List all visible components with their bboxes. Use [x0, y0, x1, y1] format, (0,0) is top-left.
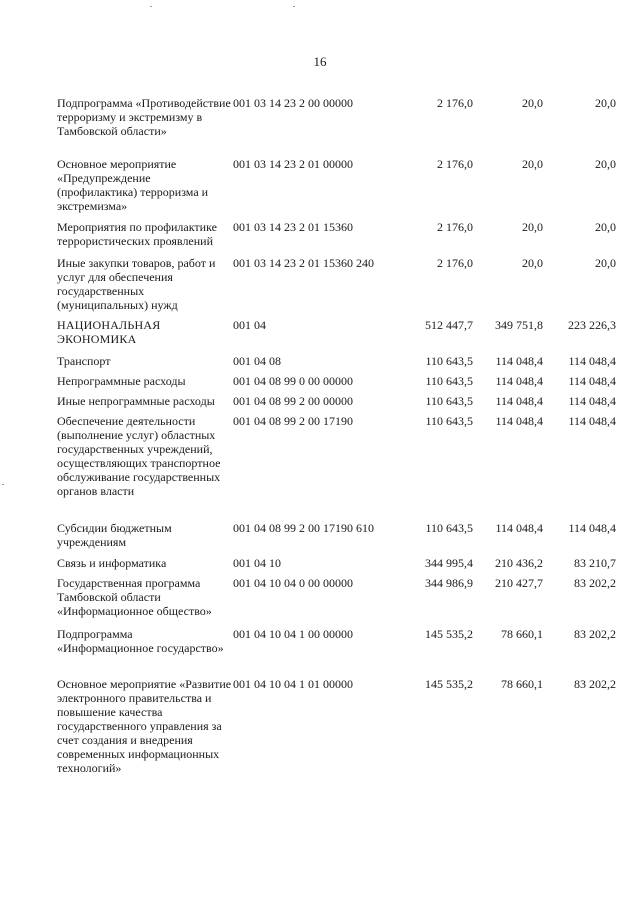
scan-speck [293, 6, 295, 7]
row-name: Государственная программа Тамбовской области «Информационное общество» [57, 576, 212, 618]
row-value-2: 114 048,4 [495, 394, 543, 408]
row-value-3: 83 202,2 [574, 627, 616, 641]
row-code: 001 04 10 04 0 00 00000 [233, 576, 353, 590]
row-value-2: 114 048,4 [495, 374, 543, 388]
row-value-2: 20,0 [522, 256, 543, 270]
row-value-3: 83 202,2 [574, 677, 616, 691]
row-value-2: 114 048,4 [495, 354, 543, 368]
row-code: 001 03 14 23 2 00 00000 [233, 96, 353, 110]
row-value-3: 20,0 [595, 256, 616, 270]
row-code: 001 04 10 04 1 01 00000 [233, 677, 353, 691]
row-value-1: 110 643,5 [425, 521, 473, 535]
row-value-3: 114 048,4 [568, 394, 616, 408]
row-value-3: 114 048,4 [568, 374, 616, 388]
row-code: 001 04 08 99 2 00 17190 610 [233, 521, 374, 535]
row-name: Мероприятия по профилактике террористических проявлений [57, 220, 217, 248]
row-value-1: 344 995,4 [425, 556, 473, 570]
row-value-2: 78 660,1 [501, 627, 543, 641]
row-value-1: 344 986,9 [425, 576, 473, 590]
row-name: Иные закупки товаров, работ и услуг для обеспечения государственных (муниципальных) нужд [57, 256, 216, 312]
row-code: 001 04 08 99 2 00 17190 [233, 414, 353, 428]
row-name: Иные непрограммные расходы [57, 394, 215, 408]
row-value-1: 110 643,5 [425, 414, 473, 428]
page-number: 16 [313, 54, 327, 69]
section-heading: НАЦИОНАЛЬНАЯ ЭКОНОМИКА [57, 318, 161, 346]
row-value-3: 223 226,3 [568, 318, 616, 332]
row-value-3: 114 048,4 [568, 354, 616, 368]
row-name: Основное мероприятие «Предупреждение (профилактика) терроризма и экстремизма» [57, 157, 209, 213]
row-value-2: 114 048,4 [495, 414, 543, 428]
row-value-2: 210 427,7 [495, 576, 543, 590]
row-name: Субсидии бюджетным учреждениям [57, 521, 172, 549]
row-value-1: 145 535,2 [425, 627, 473, 641]
row-value-1: 110 643,5 [425, 374, 473, 388]
row-name: Подпрограмма «Противодействие терроризму и экстремизму в Тамбовской области» [57, 96, 231, 138]
row-value-3: 114 048,4 [568, 521, 616, 535]
row-value-1: 2 176,0 [437, 157, 473, 171]
row-value-2: 349 751,8 [495, 318, 543, 332]
row-value-3: 83 202,2 [574, 576, 616, 590]
row-value-1: 2 176,0 [437, 220, 473, 234]
row-value-3: 114 048,4 [568, 414, 616, 428]
row-value-1: 512 447,7 [425, 318, 473, 332]
row-value-3: 83 210,7 [574, 556, 616, 570]
row-value-3: 20,0 [595, 96, 616, 110]
row-name: Транспорт [57, 354, 111, 368]
row-code: 001 04 10 04 1 00 00000 [233, 627, 353, 641]
row-code: 001 04 [233, 318, 266, 332]
row-code: 001 04 08 [233, 354, 281, 368]
row-value-1: 145 535,2 [425, 677, 473, 691]
row-code: 001 04 10 [233, 556, 281, 570]
row-value-3: 20,0 [595, 157, 616, 171]
row-code: 001 04 08 99 0 00 00000 [233, 374, 353, 388]
row-name: Связь и информатика [57, 556, 167, 570]
row-name: Обеспечение деятельности (выполнение услуг) областных государственных учреждений, осуществляющих транспортное обслуживание государственных органов власти [57, 414, 221, 498]
row-value-1: 110 643,5 [425, 394, 473, 408]
row-value-1: 110 643,5 [425, 354, 473, 368]
row-value-3: 20,0 [595, 220, 616, 234]
row-name: Непрограммные расходы [57, 374, 186, 388]
row-value-2: 20,0 [522, 157, 543, 171]
row-code: 001 03 14 23 2 01 00000 [233, 157, 353, 171]
scan-speck [2, 484, 4, 485]
row-name: Подпрограмма «Информационное государство» [57, 627, 224, 655]
row-code: 001 03 14 23 2 01 15360 240 [233, 256, 374, 270]
row-value-1: 2 176,0 [437, 96, 473, 110]
row-value-2: 114 048,4 [495, 521, 543, 535]
row-value-2: 210 436,2 [495, 556, 543, 570]
row-value-2: 78 660,1 [501, 677, 543, 691]
row-value-2: 20,0 [522, 220, 543, 234]
row-name: Основное мероприятие «Развитие электронного правительства и повышение качества государственного управления за счет создания и внедрения современных информационных технологий» [57, 677, 232, 775]
row-code: 001 04 08 99 2 00 00000 [233, 394, 353, 408]
scan-speck [150, 6, 152, 7]
row-code: 001 03 14 23 2 01 15360 [233, 220, 353, 234]
row-value-2: 20,0 [522, 96, 543, 110]
row-value-1: 2 176,0 [437, 256, 473, 270]
